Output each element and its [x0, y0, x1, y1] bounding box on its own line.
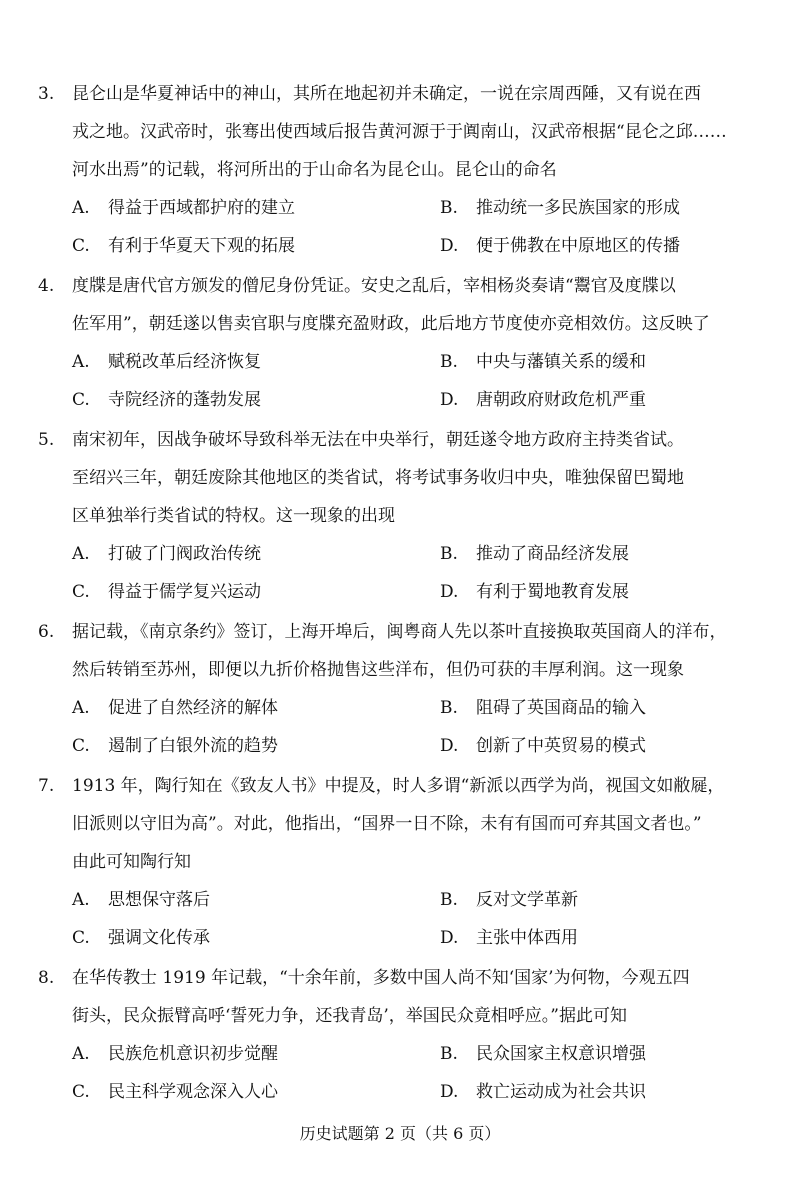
option-letter: C. [72, 236, 90, 256]
option-a [72, 542, 261, 566]
option-letter: B. [440, 1044, 458, 1064]
question-number: 4. [38, 276, 55, 296]
option-letter: A. [72, 1044, 90, 1064]
option-text: 反对文学革新 [476, 890, 578, 910]
option-text: 遏制了白银外流的趋势 [108, 736, 278, 756]
option-letter: A. [72, 890, 90, 910]
option-text: 有利于华夏天下观的拓展 [108, 236, 295, 256]
option-letter: B. [440, 198, 458, 218]
option-letter: B. [440, 890, 458, 910]
option-letter: C. [72, 736, 90, 756]
option-d [440, 1080, 646, 1104]
option-letter: D. [440, 390, 459, 410]
option-c [72, 580, 261, 604]
question-stem-line: 然后转销至苏州，即便以九折价格抛售这些洋布，但仍可获的丰厚利润。这一现象 [72, 660, 684, 680]
option-b [440, 888, 578, 912]
option-letter: B. [440, 352, 458, 372]
question-stem-line: 区单独举行类省试的特权。这一现象的出现 [72, 506, 395, 526]
question-stem-line: 戎之地。汉武帝时，张骞出使西域后报告黄河源于于阗南山，汉武帝根据“昆仑之邱…… [72, 122, 727, 142]
option-letter: A. [72, 544, 90, 564]
option-text: 得益于儒学复兴运动 [108, 582, 261, 602]
option-text: 民众国家主权意识增强 [476, 1044, 646, 1064]
option-text: 民主科学观念深入人心 [108, 1082, 278, 1102]
option-letter: D. [440, 582, 459, 602]
option-letter: C. [72, 928, 90, 948]
question-stem-line: 昆仑山是华夏神话中的神山，其所在地起初并未确定，一说在宗周西陲，又有说在西 [72, 84, 701, 104]
option-d [440, 580, 629, 604]
option-text: 寺院经济的蓬勃发展 [108, 390, 261, 410]
option-text: 创新了中英贸易的模式 [476, 736, 646, 756]
option-letter: B. [440, 698, 458, 718]
option-d [440, 234, 680, 258]
option-c [72, 1080, 278, 1104]
option-c [72, 734, 278, 758]
option-letter: D. [440, 928, 459, 948]
option-a [72, 696, 278, 720]
option-letter: D. [440, 236, 459, 256]
question-number: 7. [38, 776, 55, 796]
option-text: 打破了门阀政治传统 [108, 544, 261, 564]
option-c [72, 388, 261, 412]
option-letter: C. [72, 390, 90, 410]
option-b [440, 696, 646, 720]
option-text: 中央与藩镇关系的缓和 [476, 352, 646, 372]
option-b [440, 1042, 646, 1066]
option-text: 阻碍了英国商品的输入 [476, 698, 646, 718]
option-text: 民族危机意识初步觉醒 [108, 1044, 278, 1064]
option-letter: D. [440, 736, 459, 756]
option-letter: C. [72, 1082, 90, 1102]
option-letter: A. [72, 352, 90, 372]
option-text: 便于佛教在中原地区的传播 [476, 236, 680, 256]
question-stem-line: 旧派则以守旧为高”。对此，他指出，“国界一日不除，未有有国而可弃其国文者也。” [72, 814, 702, 834]
option-b [440, 542, 629, 566]
option-letter: A. [72, 198, 90, 218]
question-stem-line: 度牒是唐代官方颁发的僧尼身份凭证。安史之乱后，宰相杨炎奏请“鬻官及度牒以 [72, 276, 676, 296]
option-letter: D. [440, 1082, 459, 1102]
option-text: 思想保守落后 [108, 890, 210, 910]
option-a [72, 888, 210, 912]
question-stem-line: 街头，民众振臂高呼‘誓死力争，还我青岛’，举国民众竟相呼应。”据此可知 [72, 1006, 627, 1026]
option-c [72, 234, 295, 258]
option-text: 推动了商品经济发展 [476, 544, 629, 564]
option-text: 促进了自然经济的解体 [108, 698, 278, 718]
question-stem-line: 据记载，《南京条约》签订，上海开埠后，闽粤商人先以茶叶直接换取英国商人的洋布， [72, 622, 727, 642]
option-a [72, 196, 295, 220]
option-text: 得益于西域都护府的建立 [108, 198, 295, 218]
question-stem-line: 在华传教士 1919 年记载，“十余年前，多数中国人尚不知‘国家’为何物，今观五四 [72, 968, 690, 988]
question-stem-line: 1913 年，陶行知在《致友人书》中提及，时人多谓“新派以西学为尚，视国文如敝屣， [72, 776, 725, 796]
option-d [440, 926, 578, 950]
option-text: 主张中体西用 [476, 928, 578, 948]
option-text: 救亡运动成为社会共识 [476, 1082, 646, 1102]
question-number: 3. [38, 84, 55, 104]
option-letter: B. [440, 544, 458, 564]
question-number: 6. [38, 622, 55, 642]
question-stem-line: 佐军用”，朝廷遂以售卖官职与度牒充盈财政，此后地方节度使亦竞相效仿。这反映了 [72, 314, 710, 334]
option-c [72, 926, 210, 950]
question-stem-line: 河水出焉”的记载，将河所出的于山命名为昆仑山。昆仑山的命名 [72, 160, 557, 180]
option-a [72, 350, 261, 374]
option-d [440, 388, 646, 412]
question-number: 8. [38, 968, 55, 988]
option-text: 推动统一多民族国家的形成 [476, 198, 680, 218]
option-b [440, 196, 680, 220]
option-letter: A. [72, 698, 90, 718]
page-footer: 历史试题第 2 页（共 6 页） [299, 1124, 501, 1143]
option-text: 强调文化传承 [108, 928, 210, 948]
option-letter: C. [72, 582, 90, 602]
question-stem-line: 南宋初年，因战争破坏导致科举无法在中央举行，朝廷遂令地方政府主持类省试。 [72, 430, 684, 450]
option-b [440, 350, 646, 374]
option-text: 赋税改革后经济恢复 [108, 352, 261, 372]
question-stem-line: 至绍兴三年，朝廷废除其他地区的类省试，将考试事务收归中央，唯独保留巴蜀地 [72, 468, 684, 488]
option-d [440, 734, 646, 758]
question-stem-line: 由此可知陶行知 [72, 852, 191, 872]
option-a [72, 1042, 278, 1066]
question-number: 5. [38, 430, 55, 450]
option-text: 唐朝政府财政危机严重 [476, 390, 646, 410]
option-text: 有利于蜀地教育发展 [476, 582, 629, 602]
